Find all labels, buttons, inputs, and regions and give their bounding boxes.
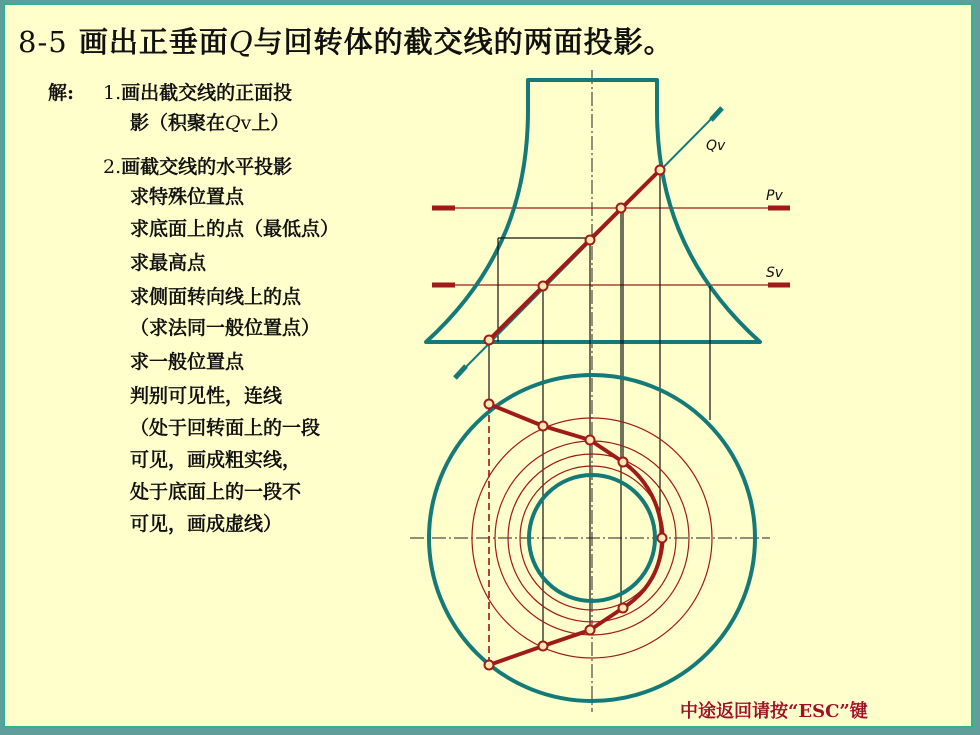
step-line: 可见，画成粗实线，: [130, 449, 302, 471]
step-line: （求法同一般位置点）: [130, 317, 321, 339]
step1-q: Q: [225, 112, 241, 134]
step-line: 求特殊位置点: [130, 186, 245, 208]
step1-number: 1.: [103, 82, 122, 104]
step1-text2: 影（积聚在: [130, 112, 226, 134]
esc-hint: 中途返回请按“ESC”键: [680, 701, 868, 722]
step-line: 求底面上的点（最低点）: [130, 218, 340, 240]
title-q: Q: [228, 25, 254, 59]
sv-label: Sv: [766, 265, 784, 281]
qv-trace-end-low: [455, 366, 466, 378]
pv-label: Pv: [766, 188, 783, 204]
step-line: （处于回转面上的一段: [130, 417, 321, 439]
front-section-line: [489, 170, 660, 340]
step-line: 求一般位置点: [130, 351, 245, 373]
step-line: 求侧面转向线上的点: [130, 286, 302, 308]
step-line: 求最高点: [130, 252, 207, 274]
title-text-a: 画出正垂面: [78, 25, 229, 59]
step-line: 判别可见性，连线: [130, 385, 283, 407]
qv-label: Qv: [706, 138, 726, 154]
solution-label: 解:: [48, 82, 75, 104]
step-line: 可见，画成虚线）: [130, 513, 283, 535]
step2-text: 画截交线的水平投影: [121, 156, 293, 178]
step1-text: 画出截交线的正面投: [121, 82, 293, 104]
problem-number: 8-5: [18, 25, 68, 59]
projection-lines: [489, 170, 710, 646]
top-section-curve: [489, 404, 662, 665]
qv-trace-end-high: [711, 108, 722, 120]
step1-end: 上）: [251, 112, 290, 134]
step2-number: 2.: [103, 156, 122, 178]
step1-v: v: [240, 112, 252, 134]
title-text-b: 与回转体的截交线的两面投影。: [253, 25, 674, 59]
step-line: 处于底面上的一段不: [130, 481, 302, 503]
